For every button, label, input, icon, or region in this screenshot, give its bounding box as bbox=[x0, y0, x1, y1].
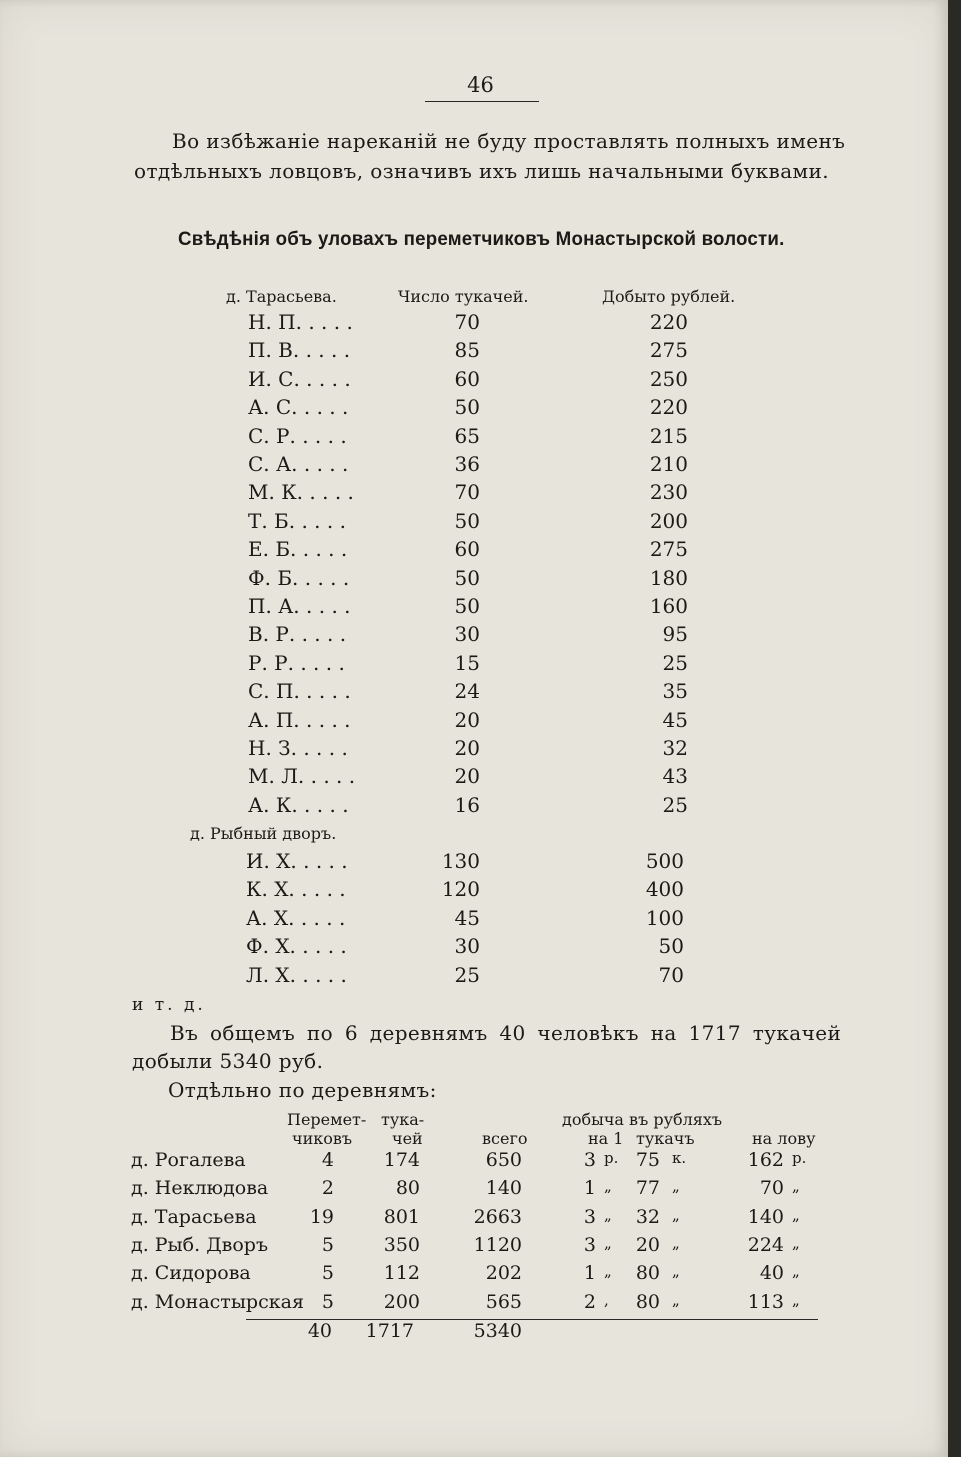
table1-row-name: А. К. . . . . bbox=[248, 792, 349, 817]
table2-row-kop: 77 bbox=[635, 1177, 660, 1200]
summary-line-2: добыли 5340 руб. bbox=[132, 1049, 324, 1073]
table1-row-rubles: 275 bbox=[649, 338, 688, 363]
table1-row-rubles: 500 bbox=[645, 849, 684, 873]
table1-row-rubles: 50 bbox=[658, 934, 684, 959]
table2-row-kop: 75 bbox=[635, 1149, 660, 1171]
table1-row-rubles: 220 bbox=[649, 310, 688, 334]
table1-row-name: И. С. . . . . bbox=[248, 366, 351, 391]
table2-header-permet-1: Перемет- bbox=[287, 1110, 367, 1129]
table1-row-name: М. К. . . . . bbox=[248, 480, 354, 505]
table1-row-name: Ф. Б. . . . . bbox=[248, 565, 350, 590]
table1-row-count: 120 bbox=[441, 877, 480, 902]
table2-row-lov-unit: „ bbox=[792, 1233, 800, 1252]
table2-row-kop: 80 bbox=[635, 1262, 660, 1285]
table1-row-name: Т. Б. . . . . bbox=[248, 508, 346, 533]
page-number-rule bbox=[425, 101, 539, 102]
table2-header-tukach: тукачъ bbox=[636, 1129, 695, 1148]
table2-row-tukachi: 80 bbox=[395, 1177, 420, 1200]
table2-row-rub: 3 bbox=[583, 1205, 596, 1228]
table1-row-count: 70 bbox=[454, 480, 480, 505]
table1-row-name: Е. Б. . . . . bbox=[248, 537, 348, 562]
table1-row-rubles: 210 bbox=[649, 452, 688, 476]
table2-row-rub: 1 bbox=[583, 1177, 596, 1200]
table1-row-name: П. В. . . . . bbox=[248, 338, 351, 363]
table2-row-lov: 140 bbox=[747, 1205, 784, 1228]
table2-row-lov: 224 bbox=[747, 1233, 784, 1256]
table2-row-kop: 32 bbox=[635, 1205, 660, 1228]
table1-row-rubles: 43 bbox=[662, 764, 688, 789]
table1-row-count: 50 bbox=[454, 594, 480, 618]
table1-row-name: В. Р. . . . . bbox=[248, 622, 347, 647]
table2-row-rub: 1 bbox=[583, 1262, 596, 1285]
table2-row-village: д. Неклюдова bbox=[131, 1177, 269, 1200]
table2-total-tukachi: 1717 bbox=[365, 1320, 414, 1342]
intro-line-1: Во избѣжаніе нареканій не буду проставлять полныхъ именъ bbox=[172, 129, 846, 153]
table2-row-total: 650 bbox=[485, 1149, 522, 1171]
table1-group2-label: д. Рыбный дворъ. bbox=[190, 824, 337, 843]
table1-row-name: К. Х. . . . . bbox=[246, 877, 346, 902]
table2-row-total: 202 bbox=[485, 1262, 522, 1285]
table1-row-name: Н. П. . . . . bbox=[248, 310, 353, 334]
table2-row-lov-unit: „ bbox=[792, 1290, 800, 1309]
table1-row-rubles: 95 bbox=[662, 622, 688, 647]
table1-row-rubles: 200 bbox=[649, 508, 688, 533]
table2-row-rub-unit: „ bbox=[604, 1205, 612, 1224]
table1-row-count: 25 bbox=[454, 962, 480, 987]
table1-row-count: 20 bbox=[454, 764, 480, 789]
table1-row-rubles: 220 bbox=[649, 395, 688, 420]
table1-row-rubles: 215 bbox=[649, 423, 688, 448]
table1-row-name: А. С. . . . . bbox=[248, 395, 349, 420]
table2-row-village: д. Рогалева bbox=[131, 1149, 246, 1171]
table2-row-rub: 3 bbox=[583, 1149, 596, 1171]
table2-row-rub-unit: , bbox=[604, 1290, 609, 1309]
table1-row-count: 20 bbox=[454, 736, 480, 760]
table2-row-kop-unit: „ bbox=[672, 1177, 680, 1196]
table2-row-kop: 80 bbox=[635, 1290, 660, 1313]
table2-row-kop-unit: к. bbox=[672, 1149, 687, 1167]
summary-line-1: Въ общемъ по 6 деревнямъ 40 человѣкъ на 1717 тукачей bbox=[170, 1021, 842, 1045]
table1-header-rubles: Добыто рублей. bbox=[602, 287, 736, 306]
table2-row-total: 1120 bbox=[473, 1233, 522, 1256]
table2-row-tukachi: 350 bbox=[383, 1233, 420, 1256]
table1-row-name: Н. З. . . . . bbox=[248, 736, 348, 760]
table2-row-men: 5 bbox=[321, 1262, 334, 1285]
table1-row-name: П. А. . . . . bbox=[248, 594, 351, 618]
table2-row-kop-unit: „ bbox=[672, 1262, 680, 1281]
table1-row-count: 50 bbox=[454, 565, 480, 590]
table1-row-rubles: 230 bbox=[649, 480, 688, 505]
table1-row-rubles: 25 bbox=[662, 650, 688, 675]
table1-row-rubles: 100 bbox=[645, 905, 684, 930]
table2-row-rub-unit: „ bbox=[604, 1233, 612, 1252]
table1-row-rubles: 275 bbox=[649, 537, 688, 562]
table2-header-tuka-1: тука- bbox=[381, 1110, 425, 1129]
table2-row-village: д. Монастырская bbox=[131, 1290, 304, 1313]
table1-row-count: 60 bbox=[454, 537, 480, 562]
table2-row-men: 5 bbox=[321, 1233, 334, 1256]
table2-row-lov-unit: „ bbox=[792, 1262, 800, 1281]
table1-row-count: 65 bbox=[454, 423, 480, 448]
table2-row-village: д. Тарасьева bbox=[131, 1205, 257, 1228]
section-heading: Свѣдѣнія объ уловахъ переметчиковъ Монастырской волости. bbox=[178, 228, 785, 250]
table2-row-kop-unit: „ bbox=[672, 1233, 680, 1252]
table1-row-rubles: 32 bbox=[662, 736, 688, 760]
table1-row-count: 70 bbox=[454, 310, 480, 334]
table2-header-na1: на 1 bbox=[588, 1129, 624, 1148]
table1-row-name: Р. Р. . . . . bbox=[248, 650, 345, 675]
table2-row-lov: 70 bbox=[759, 1177, 784, 1200]
table2-row-lov-unit: „ bbox=[792, 1205, 800, 1224]
table2-header-tuka-2: чей bbox=[392, 1129, 423, 1148]
table1-row-name: С. П. . . . . bbox=[248, 679, 351, 704]
table2-row-kop-unit: „ bbox=[672, 1205, 680, 1224]
table1-row-name: А. Х. . . . . bbox=[246, 905, 346, 930]
etc-text: и т. д. bbox=[132, 995, 206, 1015]
table2-header-permet-2: чиковъ bbox=[292, 1129, 353, 1148]
table1-row-count: 130 bbox=[441, 849, 480, 873]
table1-row-count: 85 bbox=[454, 338, 480, 363]
table2-row-men: 4 bbox=[321, 1149, 334, 1171]
table1-row-name: А. П. . . . . bbox=[248, 707, 351, 732]
table2-row-tukachi: 801 bbox=[383, 1205, 420, 1228]
table1-row-count: 20 bbox=[454, 707, 480, 732]
table2-row-kop-unit: „ bbox=[672, 1290, 680, 1309]
table2-row-rub: 3 bbox=[583, 1233, 596, 1256]
table2-row-village: д. Рыб. Дворъ bbox=[131, 1233, 269, 1256]
table1-row-rubles: 35 bbox=[662, 679, 688, 704]
table1-header-count: Число тукачей. bbox=[398, 287, 529, 306]
table1-row-rubles: 25 bbox=[662, 792, 688, 817]
table2-header-lovu: на лову bbox=[752, 1129, 816, 1148]
table2-row-tukachi: 174 bbox=[383, 1149, 420, 1171]
table2-row-lov: 40 bbox=[759, 1262, 784, 1285]
table2-row-rub-unit: „ bbox=[604, 1177, 612, 1196]
table2-row-lov: 113 bbox=[747, 1290, 784, 1313]
table2-header-dobycha: добыча въ рубляхъ bbox=[562, 1110, 723, 1129]
table2-row-total: 565 bbox=[485, 1290, 522, 1313]
table1-row-name: Л. Х. . . . . bbox=[246, 962, 347, 987]
table2-total-sum: 5340 bbox=[473, 1320, 522, 1342]
table1-row-rubles: 45 bbox=[662, 707, 688, 732]
table1-row-name: С. Р. . . . . bbox=[248, 423, 347, 448]
table1-row-count: 45 bbox=[454, 905, 480, 930]
table1-row-count: 36 bbox=[454, 452, 480, 476]
table2-row-men: 2 bbox=[321, 1177, 334, 1200]
table1-row-count: 50 bbox=[454, 395, 480, 420]
table2-row-village: д. Сидорова bbox=[131, 1262, 251, 1285]
table1-row-name: М. Л. . . . . bbox=[248, 764, 356, 789]
table2-row-lov: 162 bbox=[747, 1149, 784, 1171]
table1-row-rubles: 250 bbox=[649, 366, 688, 391]
table1-row-name: С. А. . . . . bbox=[248, 452, 349, 476]
separately-label: Отдѣльно по деревнямъ: bbox=[168, 1078, 437, 1102]
table2-row-lov-unit: р. bbox=[792, 1149, 807, 1167]
table2-row-total: 140 bbox=[485, 1177, 522, 1200]
page-number: 46 bbox=[467, 73, 494, 97]
table1-row-count: 24 bbox=[454, 679, 480, 704]
table2-row-rub: 2 bbox=[583, 1290, 596, 1313]
page-edge bbox=[948, 0, 961, 1457]
table2-row-total: 2663 bbox=[473, 1205, 522, 1228]
table2-row-men: 19 bbox=[309, 1205, 334, 1228]
table1-row-rubles: 180 bbox=[649, 565, 688, 590]
table1-row-rubles: 400 bbox=[645, 877, 684, 902]
table1-row-rubles: 70 bbox=[658, 962, 684, 987]
intro-line-2: отдѣльныхъ ловцовъ, означивъ ихъ лишь начальными буквами. bbox=[134, 159, 829, 183]
table1-row-count: 30 bbox=[454, 622, 480, 647]
table1-row-count: 15 bbox=[454, 650, 480, 675]
table2-row-lov-unit: „ bbox=[792, 1177, 800, 1196]
table2-header-total: всего bbox=[482, 1129, 528, 1148]
table1-row-count: 16 bbox=[454, 792, 480, 817]
table1-row-name: И. Х. . . . . bbox=[246, 849, 348, 873]
table2-row-rub-unit: „ bbox=[604, 1262, 612, 1281]
table1-row-count: 60 bbox=[454, 366, 480, 391]
table2-row-tukachi: 200 bbox=[383, 1290, 420, 1313]
table1-row-count: 50 bbox=[454, 508, 480, 533]
table2-total-men: 40 bbox=[307, 1320, 332, 1342]
table2-row-tukachi: 112 bbox=[383, 1262, 420, 1285]
table1-row-name: Ф. Х. . . . . bbox=[246, 934, 347, 959]
table1-row-rubles: 160 bbox=[649, 594, 688, 618]
table1-row-count: 30 bbox=[454, 934, 480, 959]
table2-row-men: 5 bbox=[321, 1290, 334, 1313]
table1-header-village: д. Тарасьева. bbox=[226, 287, 337, 306]
table2-row-rub-unit: р. bbox=[604, 1149, 619, 1167]
table2-row-kop: 20 bbox=[635, 1233, 660, 1256]
